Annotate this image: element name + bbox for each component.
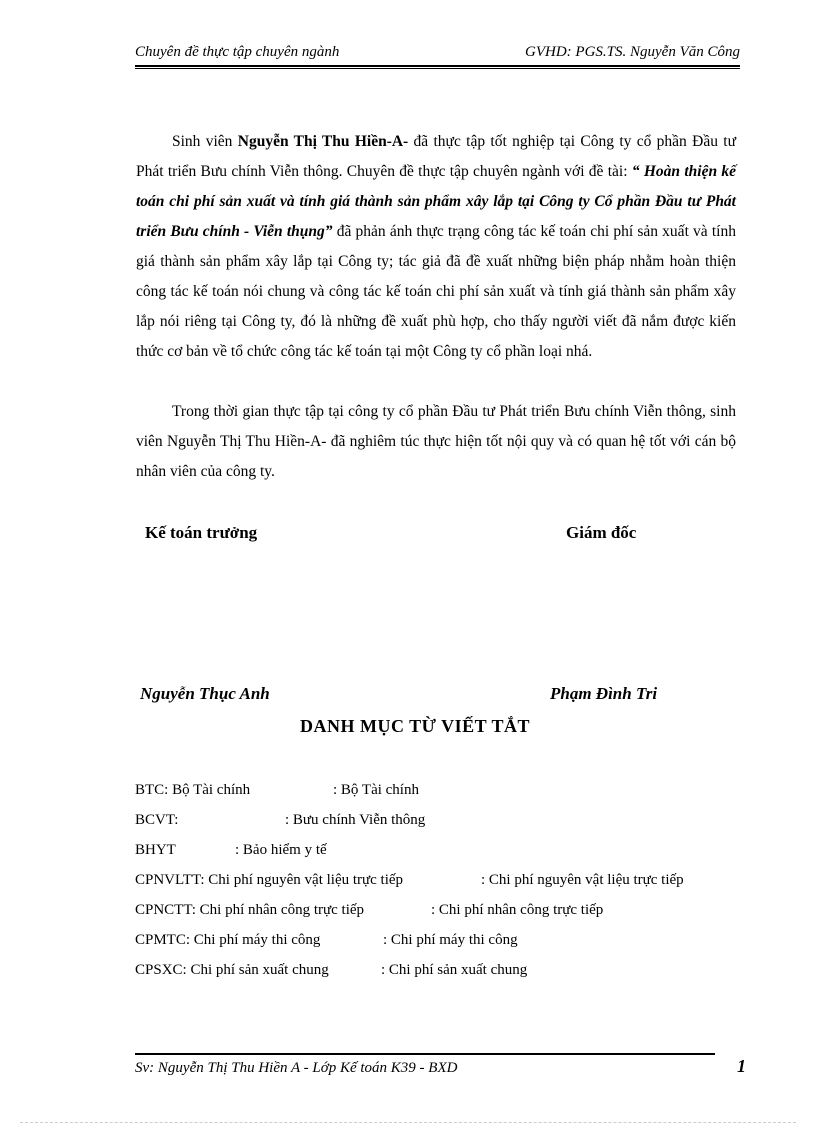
paragraph-evaluation: [136, 127, 736, 367]
abbr-meaning: : Chi phí nguyên vật liệu trực tiếp: [481, 872, 684, 888]
paragraph-text: đã phản ánh thực trạng công tác kế toán chi phí sản xuất và tính giá thành sản phẩm xây lắp tại Công ty; tác giả đã đề xuất những biện pháp nhằm hoàn thiện công tác kế toán nói chung và công tác kế toán chi phí sản xuất và tính giá thành sản phẩm xây lắp nói riêng tại Công ty, đó là những đề xuất phù hợp, cho thấy người viết đã nắm được kiến thức cơ bản về tổ chức công tác kế toán tại một Công ty cổ phần loại nhá.: [136, 223, 736, 360]
abbr-code: BHYT: [135, 842, 176, 858]
page-footer: Sv: Nguyễn Thị Thu Hiền A - Lớp Kế toán K39 - BXD: [135, 1060, 458, 1076]
abbr-code: CPSXC: Chi phí sản xuất chung: [135, 962, 329, 978]
footer-rule: [135, 1053, 715, 1055]
header-left-text: Chuyên đề thực tập chuyên ngành: [135, 44, 340, 60]
page-number: 1: [737, 1056, 746, 1076]
abbr-meaning: : Chi phí sản xuất chung: [381, 962, 528, 978]
thesis-topic: “ Hoàn thiện kế toán chi phí sản xuất và tính giá thành sản phẩm xây lắp tại Công ty Cổ phần Đầu tư Phát triển Bưu chính - Viễn thụng”: [136, 163, 736, 240]
signature-title-director: Giám đốc: [566, 523, 637, 542]
header-right-text: GVHD: PGS.TS. Nguyễn Văn Công: [525, 44, 740, 60]
abbr-meaning: : Bộ Tài chính: [333, 782, 419, 798]
abbr-meaning: : Chi phí máy thi công: [383, 932, 518, 948]
paragraph-text: Trong thời gian thực tập tại công ty cổ phần Đầu tư Phát triển Bưu chính Viễn thông, sinh viên Nguyễn Thị Thu Hiền-A- đã nghiêm túc thực hiện tốt nội quy và có quan hệ tốt với cán bộ nhân viên của công ty.: [136, 403, 736, 480]
abbr-code: CPNVLTT: Chi phí nguyên vật liệu trực tiếp: [135, 872, 404, 888]
signature-name-director: Phạm Đình Tri: [550, 684, 658, 703]
paragraph-conduct: [136, 397, 736, 487]
abbr-meaning: : Bảo hiểm y tế: [235, 842, 327, 858]
abbr-code: BTC: Bộ Tài chính: [135, 782, 251, 798]
header-rule: [135, 65, 740, 67]
signature-name-chief-accountant: Nguyễn Thục Anh: [140, 684, 270, 703]
abbr-meaning: : Bưu chính Viễn thông: [285, 812, 426, 828]
abbr-code: CPNCTT: Chi phí nhân công trực tiếp: [135, 902, 365, 918]
paragraph-text: Sinh viên: [172, 133, 238, 150]
paragraph-text: đã thực tập tốt nghiệp tại Công ty cổ phần Đầu tư Phát triển Bưu chính Viễn thông. Chuyên đề thực tập chuyên ngành với đề tài:: [136, 133, 736, 180]
abbr-meaning: : Chi phí nhân công trực tiếp: [431, 902, 604, 918]
student-name: Nguyễn Thị Thu Hiền-A-: [237, 133, 409, 150]
abbr-code: BCVT:: [135, 812, 179, 828]
abbr-code: CPMTC: Chi phí máy thi công: [135, 932, 321, 948]
header-rule-thin: [135, 68, 740, 69]
signature-title-chief-accountant: Kế toán trưởng: [145, 523, 258, 542]
abbreviations-title: DANH MỤC TỪ VIẾT TẮT: [300, 716, 531, 736]
